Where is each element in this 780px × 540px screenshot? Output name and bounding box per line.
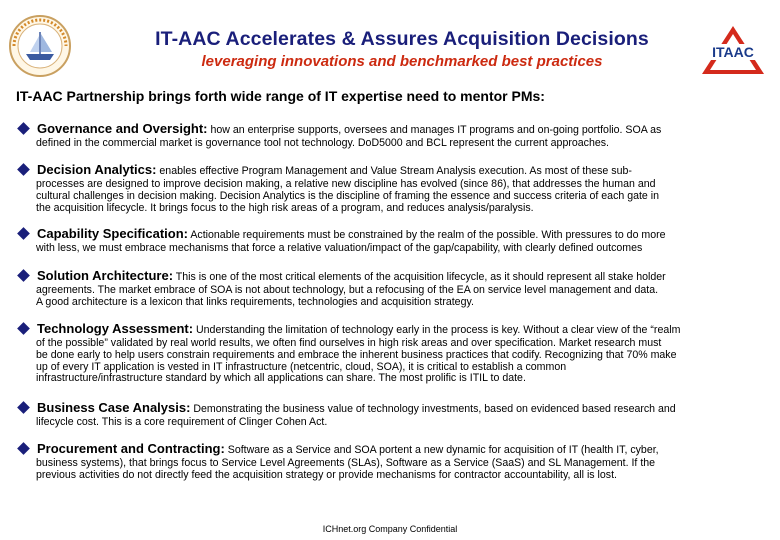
page-subtitle: leveraging innovations and benchmarked best practices	[201, 53, 603, 70]
item-line: agreements. The market embrace of SOA is not about technology, but a refocusing of the EA on service level management and data.	[36, 284, 659, 296]
list-item: Decision Analytics: enables effective Program Management and Value Stream Analysis execution. As most of these sub- processes are designed to improve decision making, a relative new discipline has evolved (since 86), that addresses the human and cultural challenges in decision making. Decision Analytics is the discipline of framing the essence and success criteria of each gate in the acquisition lifecycle. It brings focus to the high risk areas of a program, and reduces analysis/paralysis.	[16, 162, 772, 214]
page-title: IT-AAC Accelerates & Assures Acquisition Decisions	[155, 28, 649, 50]
item-line: of the possible” validated by real world results, we often find ourselves in high risk areas and over specification. Market research must	[36, 337, 662, 349]
list-item: Solution Architecture: This is one of the most critical elements of the acquisition lifecycle, as it should represent all stake holder agreements. The market embrace of SOA is not about technology, but a refocusing of the EA on service level management and data. A good architecture is a lexicon that links requirements, technologies and acquisition strategy.	[16, 268, 772, 309]
item-heading: Technology Assessment	[37, 321, 189, 336]
item-line: be done early to help users constrain requirements and embrace the inherent business practices that codify. Recognizing that 70% make	[36, 348, 677, 361]
diamond-bullet-icon	[17, 122, 30, 135]
item-heading: Procurement and Contracting	[37, 441, 221, 456]
item-line: defined in the commercial market is governance tool not technology. DoD5000 and BCL represent the current approaches.	[36, 137, 609, 149]
itaac-logo-text: ITAAC	[712, 44, 754, 60]
item-line: the acquisition lifecycle. It brings focus to the high risk areas of a program, and reduces analysis/paralysis.	[36, 201, 534, 214]
item-heading: Governance and Oversight	[37, 121, 204, 136]
diamond-bullet-icon	[17, 163, 30, 176]
item-line: business systems), that brings focus to Service Level Agreements (SLAs), Software as a Service (SaaS) and SL Management. If the	[36, 457, 656, 469]
diamond-bullet-icon	[17, 227, 30, 240]
circular-ship-seal-logo	[8, 14, 72, 78]
list-item: Technology Assessment: Understanding the limitation of technology early in the process is key. Without a clear view of the “realm of the possible” validated by real world results, we often find ourselves in high risk areas and over specification. Market research must be done early to help users constrain requirements and embrace the inherent business practices that codify. Recognizing that 70% make up of every IT application is vested in IT infrastructure (netcentric, cloud, SOA), it is critical to establish a common infrastructure/infrastructure standard by which all applications can share. The most prolific is ITIL to date.	[16, 321, 772, 385]
item-line: previous activities do not directly feed the acquisition strategy or provide mechanisms for contractor accountability, all is lost.	[36, 468, 617, 481]
item-heading: Capability Specification	[37, 226, 184, 241]
item-description: enables effective Program Management and Value Stream Analysis execution. As most of these sub-	[156, 165, 632, 177]
item-description: Actionable requirements must be constrained by the realm of the possible. With pressures to do more	[188, 229, 666, 241]
diamond-bullet-icon	[17, 269, 30, 282]
item-description: how an enterprise supports, oversees and manages IT programs and on-going portfolio. SOA as	[207, 124, 662, 136]
item-line: A good architecture is a lexicon that links requirements, technologies and acquisition strategy.	[36, 295, 474, 308]
item-line: with less, we must embrace mechanisms that force a relative valuation/impact of the gap/capability, with clearly defined outcomes	[36, 242, 643, 254]
item-description: Demonstrating the business value of technology investments, based on evidenced based research and	[190, 403, 676, 415]
item-line: up of every IT application is vested in IT infrastructure (netcentric, cloud, SOA), it is critical to establish a common	[36, 360, 567, 373]
item-description: Understanding the limitation of technology early in the process is key. Without a clear view of the “realm	[193, 324, 681, 336]
item-line: cultural challenges in decision making. Decision Analytics is the discipline of framing the essence and success criteria of each gate in	[36, 189, 660, 202]
item-description: This is one of the most critical elements of the acquisition lifecycle, as it should represent all stake holder	[173, 271, 666, 283]
list-item: Business Case Analysis: Demonstrating the business value of technology investments, based on evidenced based research and lifecycle cost. This is a core requirement of Clinger Cohen Act.	[16, 400, 772, 429]
item-heading: Solution Architecture	[37, 268, 169, 283]
item-description: Software as a Service and SOA portent a new dynamic for acquisition of IT (health IT, cyber,	[224, 444, 659, 456]
item-line: lifecycle cost. This is a core requirement of Clinger Cohen Act.	[36, 416, 328, 428]
item-heading: Business Case Analysis	[37, 400, 187, 415]
intro-text: IT-AAC Partnership brings forth wide range of IT expertise need to mentor PMs:	[16, 88, 545, 104]
diamond-bullet-icon	[17, 442, 30, 455]
diamond-bullet-icon	[17, 322, 30, 335]
list-item: Procurement and Contracting: Software as a Service and SOA portent a new dynamic for acquisition of IT (health IT, cyber, business systems), that brings focus to Service Level Agreements (SLAs), Software as a Service (SaaS) and SL Management. If the previous activities do not directly feed the acquisition strategy or provide mechanisms for contractor accountability, all is lost.	[16, 441, 772, 482]
item-line: processes are designed to improve decision making, a relative new discipline has evolved (since 86), that addresses the human and	[36, 178, 656, 190]
list-item: Governance and Oversight: how an enterprise supports, oversees and manages IT programs and on-going portfolio. SOA as defined in the commercial market is governance tool not technology. DoD5000 and BCL represent the current approaches.	[16, 121, 772, 150]
diamond-bullet-icon	[17, 401, 30, 414]
itaac-logo	[700, 24, 766, 76]
confidential-footer: ICHnet.org Company Confidential	[322, 524, 458, 534]
item-heading: Decision Analytics	[37, 162, 153, 177]
item-line: infrastructure/infrastructure standard by which all applications can share. The most prolific is ITIL to date.	[36, 372, 526, 385]
list-item: Capability Specification: Actionable requirements must be constrained by the realm of the possible. With pressures to do more with less, we must embrace mechanisms that force a relative valuation/impact of the gap/capability, with clearly defined outcomes	[16, 226, 772, 255]
